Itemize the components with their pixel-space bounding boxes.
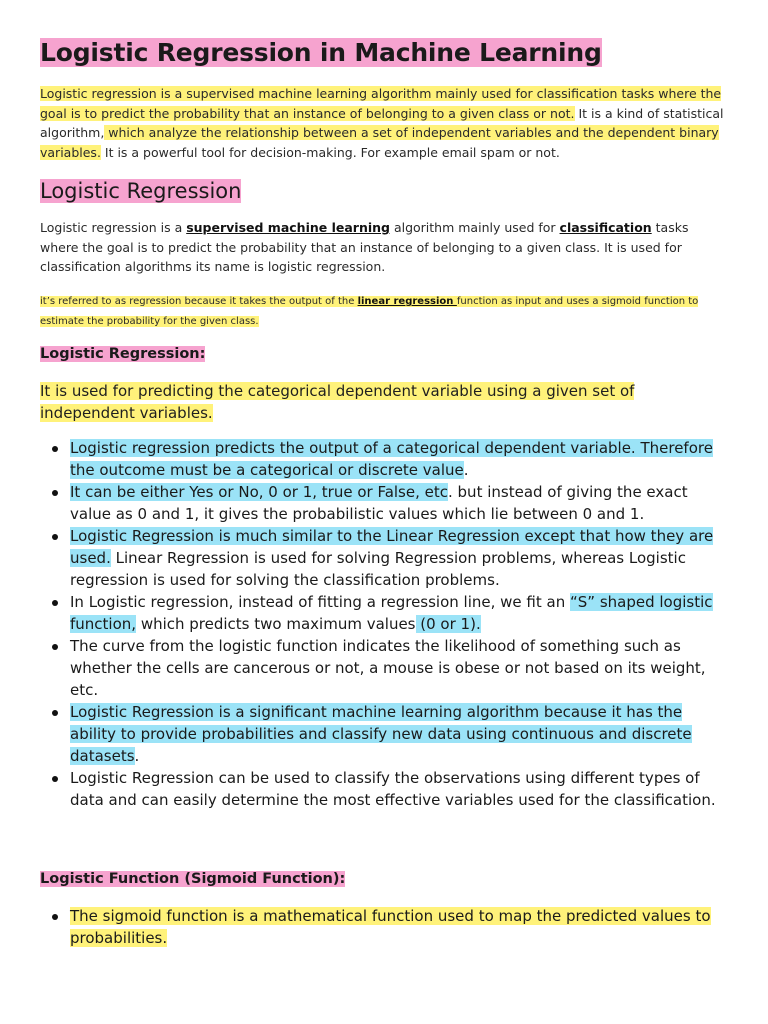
note-text-2: function as input and uses a sigmoid function to estimate the probability for the given class.	[40, 296, 699, 327]
bullet-4-highlight-1: “S” shaped logistic function,	[70, 593, 713, 633]
subheading-1-text: Logistic Regression:	[40, 346, 206, 362]
bullet-1-text: .	[463, 461, 469, 479]
bullet-dot-icon	[52, 534, 58, 540]
linear-regression-link[interactable]: linear regression	[357, 296, 457, 307]
definition-paragraph	[40, 218, 730, 277]
intro-text-1: It is a kind of statistical algorithm,	[40, 105, 724, 141]
list-item	[40, 701, 730, 767]
bullet-6-highlight: Logistic Regression is a significant machine learning algorithm because it has the ability to provide probabilities and classify new data using continuous and discrete datasets	[70, 703, 692, 765]
list-item	[40, 481, 730, 525]
feature-bullet-list	[40, 437, 730, 811]
used-for-text: It is used for predicting the categorical dependent variable using a given set of independent variables.	[40, 382, 635, 422]
note-text-1: it’s referred to as regression because it takes the output of the	[40, 296, 358, 307]
bullet-dot-icon	[52, 914, 58, 920]
subheading-sigmoid-function	[40, 868, 345, 890]
bullet-2-text: . but instead of giving the exact value as 0 and 1, it gives the probabilistic values which lie between 0 and 1.	[70, 483, 688, 523]
page-title-text: Logistic Regression in Machine Learning	[40, 38, 602, 67]
bullet-4-text-1: In Logistic regression, instead of fitting a regression line, we fit an	[70, 593, 570, 611]
intro-text-2: It is a powerful tool for decision-making. For example email spam or not.	[100, 144, 560, 160]
bullet-5-text: The curve from the logistic function indicates the likelihood of something such as whether the cells are cancerous or not, a mouse is obese or not based on its weight, etc.	[70, 637, 706, 699]
intro-highlight-2: which analyze the relationship between a set of independent variables and the dependent binary variables.	[40, 125, 719, 160]
bullet-3-text: Linear Regression is used for solving Regression problems, whereas Logistic regression is used for solving the classification problems.	[70, 549, 686, 589]
bullet-dot-icon	[52, 710, 58, 716]
bullet-3-highlight: Logistic Regression is much similar to the Linear Regression except that how they are used.	[70, 527, 714, 567]
section-heading-text: Logistic Regression	[40, 179, 242, 203]
subheading-logistic-regression	[40, 343, 205, 365]
supervised-ml-link[interactable]: supervised machine learning	[186, 220, 390, 235]
intro-highlight-1: Logistic regression is a supervised machine learning algorithm mainly used for classification tasks where the goal is to predict the probability that an instance of belonging to a given class or not.	[40, 86, 722, 121]
bullet-4-text-2: which predicts two maximum values	[136, 615, 416, 633]
bullet-dot-icon	[52, 644, 58, 650]
bullet-6-text: .	[134, 747, 140, 765]
bullet-dot-icon	[52, 446, 58, 452]
bullet-1-highlight: Logistic regression predicts the output of a categorical dependent variable. Therefore the outcome must be a categorical or discrete value	[70, 439, 713, 479]
intro-paragraph	[40, 84, 730, 162]
bullet-dot-icon	[52, 600, 58, 606]
sigmoid-bullet-list	[40, 905, 730, 949]
bullet-7-text: Logistic Regression can be used to classify the observations using different types of data and can easily determine the most effective variables used for the classification.	[70, 769, 716, 809]
list-item	[40, 437, 730, 481]
regression-note	[40, 292, 730, 332]
list-item	[40, 767, 730, 811]
classification-link[interactable]: classification	[559, 220, 652, 235]
bullet-dot-icon	[52, 776, 58, 782]
list-item	[40, 635, 730, 701]
list-item	[40, 905, 730, 949]
bullet-2-highlight: It can be either Yes or No, 0 or 1, true or False, etc	[70, 483, 448, 501]
list-item	[40, 525, 730, 591]
definition-text-3: tasks where the goal is to predict the probability that an instance of belonging to a given class. It is used for classification algorithms its name is logistic regression.	[40, 220, 689, 275]
page-title	[40, 36, 602, 70]
definition-text-1: Logistic regression is a	[40, 220, 187, 235]
bullet-4-highlight-2: (0 or 1).	[415, 615, 481, 633]
section-heading	[40, 176, 241, 206]
bullet-dot-icon	[52, 490, 58, 496]
sigmoid-bullet-text: The sigmoid function is a mathematical function used to map the predicted values to probabilities.	[70, 907, 711, 947]
definition-text-2: algorithm mainly used for	[389, 220, 560, 235]
subheading-2-text: Logistic Function (Sigmoid Function):	[40, 871, 346, 887]
list-item	[40, 591, 730, 635]
used-for-paragraph	[40, 380, 730, 424]
